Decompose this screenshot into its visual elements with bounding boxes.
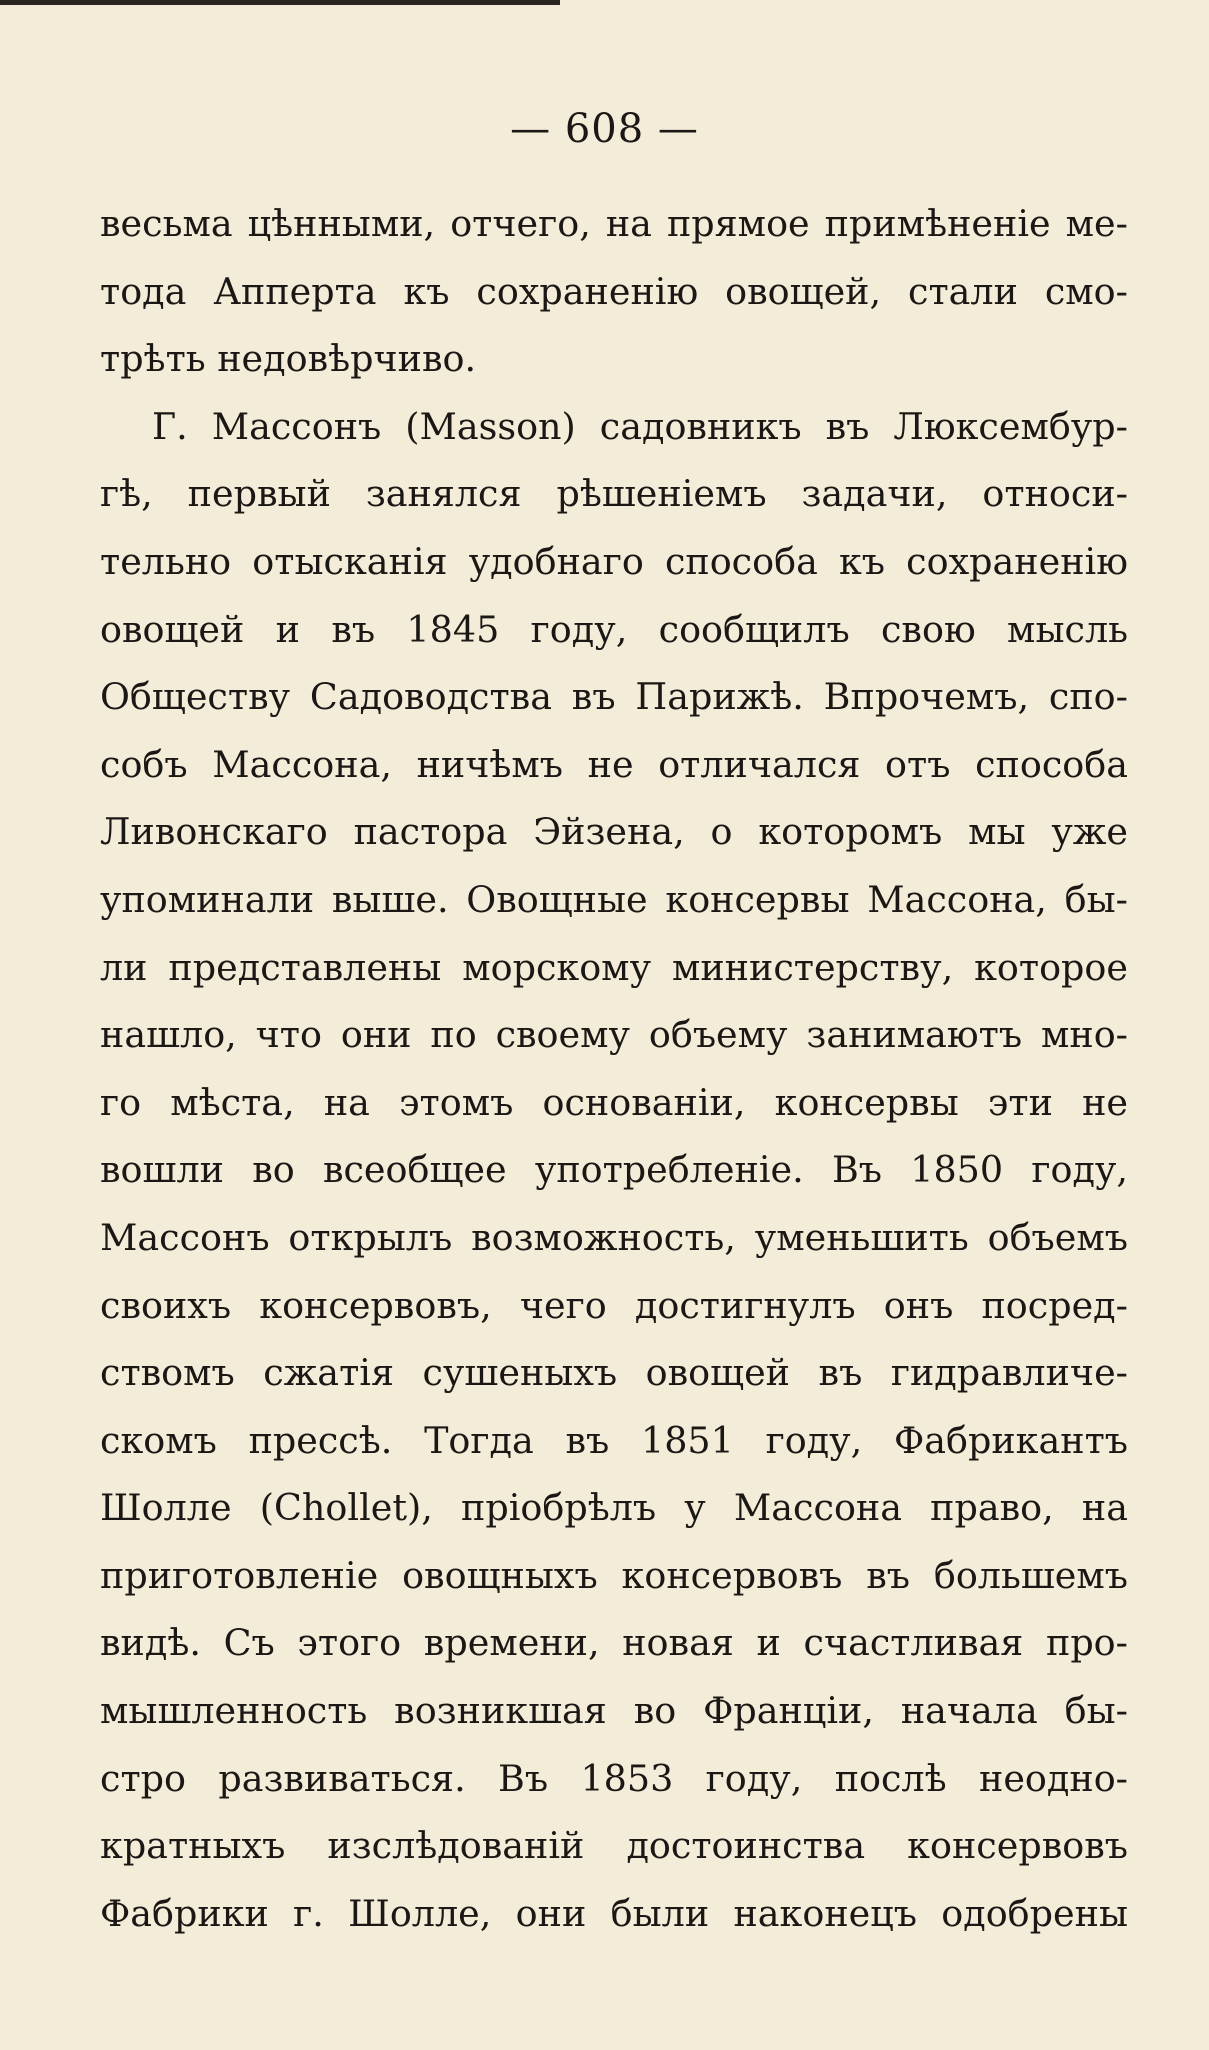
text-line: Ливонскаго пастора Эйзена, о которомъ мы уже	[100, 810, 1128, 854]
text-line: тода Апперта къ сохраненію овощей, стали смо-	[100, 269, 1128, 313]
text-line: вошли во всеобщее употребленіе. Въ 1850 году,	[100, 1148, 1128, 1192]
text-line: Г. Массонъ (Masson) садовникъ въ Люксембур-	[152, 404, 1128, 448]
text-line: весьма цѣнными, отчего, на прямое примѣненіе ме-	[100, 202, 1128, 245]
text-line: овощей и въ 1845 году, сообщилъ свою мысль	[100, 607, 1128, 651]
text-line: го мѣста, на этомъ основаніи, консервы эти не	[100, 1080, 1128, 1124]
text-line: Фабрики г. Шолле, они были наконецъ одобрены	[100, 1891, 1128, 1935]
text-line: собъ Массона, ничѣмъ не отличался отъ способа	[100, 742, 1128, 786]
text-line: нашло, что они по своему объему занимаютъ мно-	[100, 1013, 1128, 1057]
page-top-edge	[0, 0, 560, 5]
text-line: кратныхъ изслѣдованій достоинства консервовъ	[100, 1824, 1128, 1868]
text-line: Обществу Садоводства въ Парижѣ. Впрочемъ, спо-	[100, 675, 1128, 719]
text-line: видѣ. Съ этого времени, новая и счастливая про-	[100, 1621, 1128, 1665]
text-line: скомъ прессѣ. Тогда въ 1851 году, Фабрикантъ	[100, 1418, 1128, 1462]
body-text	[100, 190, 1128, 1947]
text-line: гѣ, первый занялся рѣшеніемъ задачи, относи-	[100, 472, 1128, 516]
text-line: Массонъ открылъ возможность, уменьшить объемъ	[100, 1215, 1128, 1259]
page-number: — 608 —	[510, 106, 699, 152]
text-line: ли представлены морскому министерству, которое	[100, 945, 1128, 989]
text-line: стро развиваться. Въ 1853 году, послѣ неодно-	[100, 1756, 1128, 1800]
text-line: Шолле (Chollet), пріобрѣлъ у Массона право, на	[100, 1486, 1128, 1530]
text-line: упоминали выше. Овощные консервы Массона, бы-	[100, 877, 1128, 921]
text-line: своихъ консервовъ, чего достигнулъ онъ посред-	[100, 1283, 1128, 1327]
text-line: ствомъ сжатія сушеныхъ овощей въ гидравличе-	[100, 1351, 1128, 1395]
text-line: трѣть недовѣрчиво.	[100, 337, 477, 381]
text-line: мышленность возникшая во Франціи, начала бы-	[100, 1689, 1128, 1733]
text-line: тельно отысканія удобнаго способа къ сохраненію	[100, 539, 1128, 583]
text-line: приготовленіе овощныхъ консервовъ въ большемъ	[100, 1553, 1128, 1597]
